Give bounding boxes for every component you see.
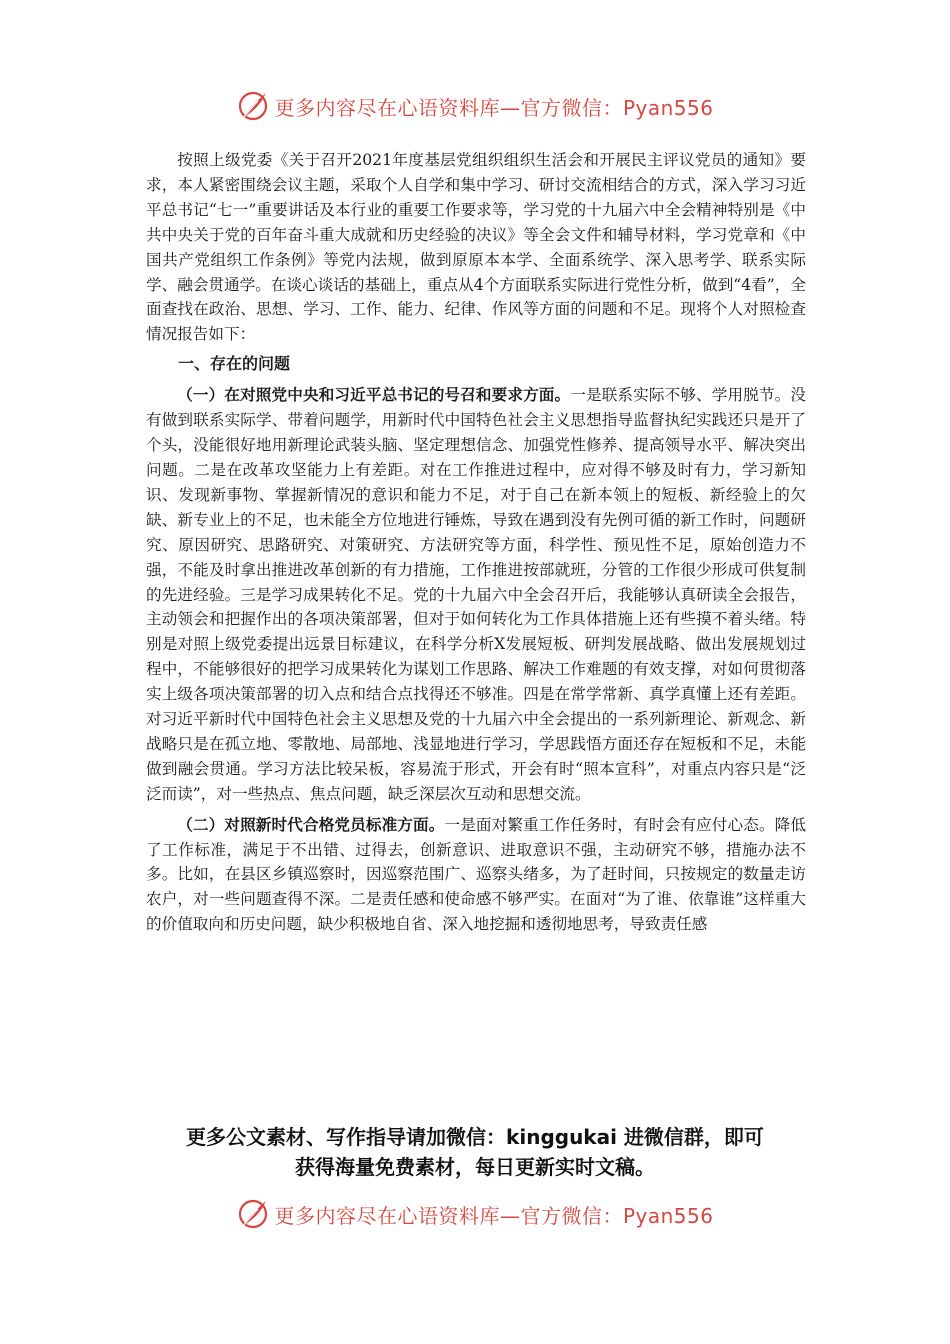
promo-banner xyxy=(120,1122,830,1182)
watermark-footer xyxy=(0,1194,950,1234)
section1-paragraph xyxy=(146,383,806,806)
section2-lead: （二）对照新时代合格党员标准方面。 xyxy=(177,815,445,834)
section2-paragraph xyxy=(146,813,806,938)
intro-paragraph: 按照上级党委《关于召开2021年度基层党组织组织生活会和开展民主评议党员的通知》要求，本人紧密围绕会议主题，采取个人自学和集中学习、研讨交流相结合的方式，深入学习习近平总书记“七一”重要讲话及本行业的重要工作要求等，学习党的十九届六中全会精神特别是《中共中央关于党的百年奋斗重大成就和历史经验的决议》等全会文件和辅导材料，学习党章和《中国共产党组织工作条例》等党内法规，做到原原本本学、全面系统学、深入思考学、联系实际学、融会贯通学。在谈心谈话的基础上，重点从4个方面联系实际进行党性分析，做到“4看”，全面查找在政治、思想、学习、工作、能力、纪律、作风等方面的问题和不足。现将个人对照检查情况报告如下： xyxy=(146,151,806,344)
section-heading: 一、存在的问题 xyxy=(178,354,291,374)
section2-body: 一是面对繁重工作任务时，有时会有应付心态。降低了工作标准，满足于不出错、过得去，创新意识、进取意识不强，主动研究不够，措施办法不多。比如，在县区乡镇巡察时，因巡察范围广、巡察头绪多，为了赶时间，只按规定的数量走访农户，对一些问题查得不深。二是责任感和使命感不够严实。在面对“为了谁、依靠谁”这样重大的价值取向和历史问题，缺少积极地自省、深入地挖掘和透彻地思考，导致责任感 xyxy=(146,815,806,934)
section1-lead: （一）在对照党中央和习近平总书记的号召和要求方面。 xyxy=(177,386,571,405)
watermark-text: 更多内容尽在心语资料库—官方微信：Pyan556 xyxy=(274,95,714,120)
document-body xyxy=(146,148,806,943)
watermark-text: 更多内容尽在心语资料库—官方微信：Pyan556 xyxy=(274,1203,714,1228)
promo-line1: 更多公文素材、写作指导请加微信：kinggukai 进微信群，即可 xyxy=(186,1125,764,1149)
feather-logo-icon xyxy=(236,89,270,123)
section1-body: 一是联系实际不够、学用脱节。没有做到联系实际学、带着问题学，用新时代中国特色社会主义思想指导监督执纪实践还只是开了个头，没能很好地用新理论武装头脑、坚定理想信念、加强党性修养、提高领导水平、解决突出问题。二是在改革攻坚能力上有差距。对在工作推进过程中，应对得不够及时有力，学习新知识、发现新事物、掌握新情况的意识和能力不足，对于自己在新本领上的短板、新经验上的欠缺、新专业上的不足，也未能全方位地进行锤炼，导致在遇到没有先例可循的新工作时，问题研究、原因研究、思路研究、对策研究、方法研究等方面，科学性、预见性不足，原始创造力不强，不能及时拿出推进改革创新的有力措施，工作推进按部就班，分管的工作很少形成可供复制的先进经验。三是学习成果转化不足。党的十九届六中全会召开后，我能够认真研读全会报告，主动领会和把握作出的各项决策部署，但对于如何转化为工作具体措施上还有些摸不着头绪。特别是对照上级党委提出远景目标建议，在科学分析X发展短板、研判发展战略、做出发展规划过程中，不能够很好的把学习成果转化为谋划工作思路、解决工作难题的有效支撑，对如何贯彻落实上级各项决策部署的切入点和结合点找得还不够准。四是在常学常新、真学真懂上还有差距。对习近平新时代中国特色社会主义思想及党的十九届六中全会提出的一系列新理论、新观念、新战略只是在孤立地、零散地、局部地、浅显地进行学习，学思践悟方面还存在短板和不足，未能做到融会贯通。学习方法比较呆板，容易流于形式，开会有时“照本宣科”，对重点内容只是“泛泛而读”，对一些热点、焦点问题，缺乏深层次互动和思想交流。 xyxy=(146,386,806,803)
feather-logo-icon xyxy=(236,1197,270,1231)
watermark-header xyxy=(0,86,950,126)
promo-line2: 获得海量免费素材，每日更新实时文稿。 xyxy=(295,1155,655,1179)
